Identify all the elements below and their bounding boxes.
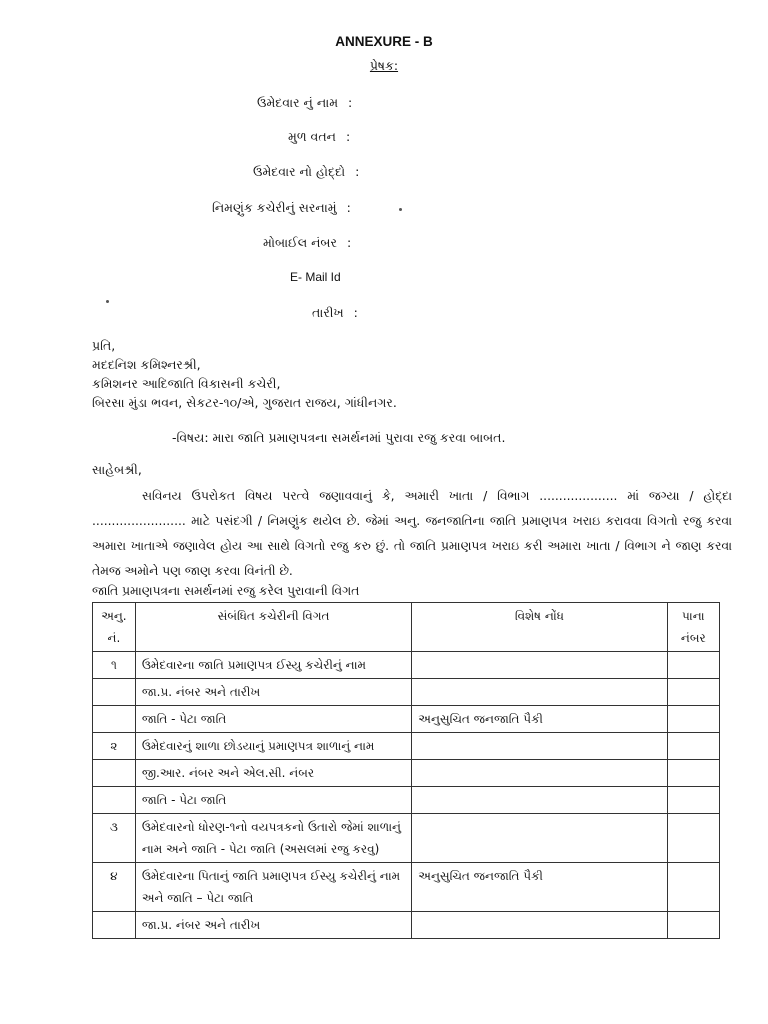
header-page-number: પાના નંબર bbox=[667, 603, 719, 652]
field-label: E- Mail Id bbox=[290, 270, 341, 284]
cell-detail: જા.પ્ર. નંબર અને તારીખ bbox=[135, 912, 411, 939]
cell-serial bbox=[93, 787, 136, 814]
cell-page bbox=[667, 912, 719, 939]
table-title: જાતિ પ્રમાણપત્રના સમર્થનમાં રજુ કરેલ પુરાવાની વિગત bbox=[92, 584, 360, 598]
recipient-line: મદદનિશ કમિશ્નરશ્રી, bbox=[92, 357, 201, 372]
field-label: મોબાઈલ નંબર bbox=[263, 235, 337, 250]
table-row bbox=[93, 760, 720, 787]
field-email bbox=[290, 270, 351, 284]
body-paragraph: સવિનય ઉપરોકત વિષય પરત્વે જણાવવાનું કે, અમારી ખાતા / વિભાગ .................... માં જગ્યા / હોદ્દા ........................ માટે પસંદગી / નિમણુંક થયેલ છે. જેમાં અનુ. જનજાતિના જાતિ પ્રમાણપત્ર ખરાઇ કરાવવા વિગતો રજુ કરવા અમારા ખાતાએ જણાવેલ હોય આ સાથે વિગતો રજુ કરુ છું. તો જાતિ પ્રમાણપત્ર ખરાઇ કરી અમારા ખાતા / વિભાગ ને જાણ કરવા તેમજ અમોને પણ જાણ કરવા વિનંતી છે. bbox=[92, 489, 732, 578]
cell-remark bbox=[412, 652, 667, 679]
table-row bbox=[93, 787, 720, 814]
field-label: નિમણુંક કચેરીનું સરનામું bbox=[212, 200, 337, 215]
cell-detail: જાતિ - પેટા જાતિ bbox=[135, 706, 411, 733]
field-label: મુળ વતન bbox=[288, 129, 336, 144]
cell-page bbox=[667, 863, 719, 912]
cell-remark: અનુસુચિત જનજાતિ પૈકી bbox=[412, 863, 667, 912]
recipient-line: કમિશનર આદિજાતિ વિકાસની કચેરી, bbox=[92, 376, 281, 391]
field-native-place bbox=[288, 129, 350, 145]
field-colon: : bbox=[348, 95, 353, 110]
header-office-details: સંબંધિત કચેરીની વિગત bbox=[135, 603, 411, 652]
header-serial: અનુ. નં. bbox=[93, 603, 136, 652]
cell-serial: ૧ bbox=[93, 652, 136, 679]
cell-serial: ૩ bbox=[93, 814, 136, 863]
cell-detail: ઉમેદવારના પિતાનું જાતિ પ્રમાણપત્ર ઈસ્યુ કચેરીનું નામ અને જાતિ – પેટા જાતિ bbox=[135, 863, 411, 912]
scan-speck bbox=[399, 208, 402, 211]
cell-remark bbox=[412, 733, 667, 760]
cell-detail: ઉમેદવારનો ધોરણ-૧નો વયપત્રકનો ઉતારો જેમાં શાળાનું નામ અને જાતિ - પેટા જાતિ (અસલમાં રજુ કરવુ) bbox=[135, 814, 411, 863]
field-colon: : bbox=[345, 129, 351, 144]
field-colon: : bbox=[355, 164, 360, 179]
table-row bbox=[93, 679, 720, 706]
field-colon: : bbox=[346, 235, 352, 250]
field-candidate-designation bbox=[253, 164, 359, 180]
cell-remark: અનુસુચિત જનજાતિ પૈકી bbox=[412, 706, 667, 733]
cell-page bbox=[667, 787, 719, 814]
cell-remark bbox=[412, 814, 667, 863]
cell-detail: જા.પ્ર. નંબર અને તારીખ bbox=[135, 679, 411, 706]
field-office-address bbox=[212, 200, 351, 216]
table-row bbox=[93, 814, 720, 863]
sender-heading: પ્રેષક: bbox=[369, 58, 399, 73]
table-header-row bbox=[93, 603, 720, 652]
recipient-line: પ્રતિ, bbox=[92, 338, 116, 353]
cell-remark bbox=[412, 679, 667, 706]
cell-detail: જાતિ - પેટા જાતિ bbox=[135, 787, 411, 814]
cell-serial bbox=[93, 912, 136, 939]
scan-speck bbox=[106, 300, 109, 303]
field-date bbox=[312, 305, 358, 321]
cell-serial: ૪ bbox=[93, 863, 136, 912]
field-label: ઉમેદવાર નું નામ bbox=[257, 95, 339, 110]
salutation: સાહેબશ્રી, bbox=[92, 462, 142, 477]
cell-page bbox=[667, 652, 719, 679]
table-row bbox=[93, 863, 720, 912]
recipient-line: બિરસા મુંડા ભવન, સેકટર-૧૦/એ, ગુજરાત રાજય, ગાંધીનગર. bbox=[92, 395, 397, 410]
cell-page bbox=[667, 679, 719, 706]
cell-page bbox=[667, 706, 719, 733]
field-label: ઉમેદવાર નો હોદ્દો bbox=[253, 164, 346, 179]
cell-serial bbox=[93, 706, 136, 733]
cell-remark bbox=[412, 760, 667, 787]
cell-page bbox=[667, 814, 719, 863]
table-row bbox=[93, 912, 720, 939]
field-mobile-number bbox=[263, 235, 351, 251]
field-label: તારીખ bbox=[312, 305, 344, 320]
header-remarks: વિશેષ નોંધ bbox=[412, 603, 667, 652]
cell-page bbox=[667, 733, 719, 760]
table-row bbox=[93, 652, 720, 679]
subject-line: -વિષય: મારા જાતિ પ્રમાણપત્રના સમર્થનમાં પુરાવા રજુ કરવા બાબત. bbox=[172, 430, 506, 445]
cell-remark bbox=[412, 787, 667, 814]
cell-serial bbox=[93, 760, 136, 787]
annexure-title: ANNEXURE - B bbox=[335, 34, 433, 49]
cell-remark bbox=[412, 912, 667, 939]
table-row bbox=[93, 706, 720, 733]
cell-page bbox=[667, 760, 719, 787]
field-colon: : bbox=[353, 305, 358, 320]
field-candidate-name bbox=[257, 95, 352, 111]
cell-detail: ઉમેદવારના જાતિ પ્રમાણપત્ર ઈસ્યુ કચેરીનું નામ bbox=[135, 652, 411, 679]
cell-serial bbox=[93, 679, 136, 706]
cell-detail: ઉમેદવારનું શાળા છોડયાનું પ્રમાણપત્ર શાળાનું નામ bbox=[135, 733, 411, 760]
cell-detail: જી.આર. નંબર અને એલ.સી. નંબર bbox=[135, 760, 411, 787]
evidence-table bbox=[92, 602, 720, 939]
cell-serial: ૨ bbox=[93, 733, 136, 760]
table-row bbox=[93, 733, 720, 760]
field-colon: : bbox=[346, 200, 351, 215]
